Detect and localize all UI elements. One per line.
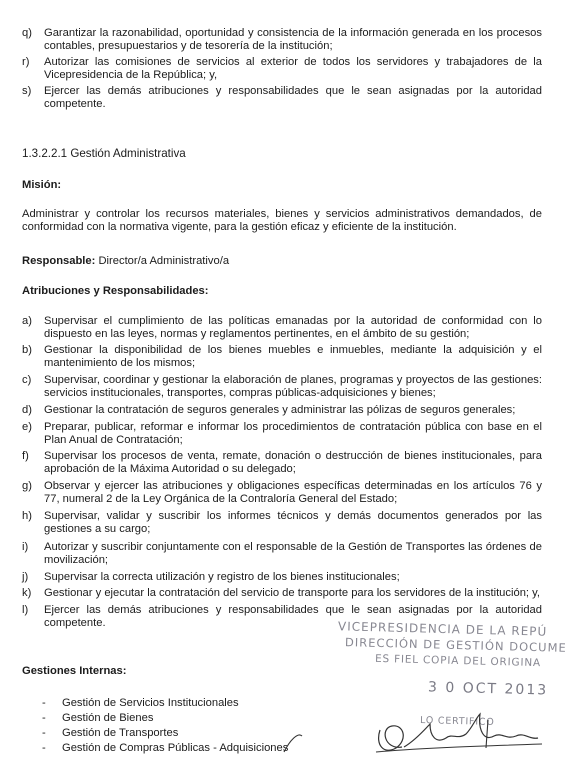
list-item — [22, 510, 542, 537]
list-item — [42, 742, 288, 755]
list-item — [42, 727, 178, 740]
list-item — [42, 697, 239, 710]
list-item-text: Ejercer las demás atribuciones y responsabilidades que le sean asignadas por la autoridad competente. — [44, 85, 542, 111]
bullet-dash: - — [42, 712, 46, 724]
list-item — [22, 344, 542, 371]
bullet-dash: - — [42, 727, 46, 739]
list-item-letter: k) — [22, 587, 32, 599]
list-item-text: Gestionar y ejecutar la contratación del servicio de transporte para los servidores de la institución; y, — [44, 587, 541, 599]
list-item-text: Gestión de Transportes — [62, 727, 179, 739]
bullet-dash: - — [42, 742, 46, 754]
list-item-letter: f) — [22, 450, 29, 462]
list-item-text: Preparar, publicar, reformar e informar los procedimientos de contratación pública con base en el Plan Anual de Contratación; — [44, 421, 542, 447]
list-item-letter: j) — [22, 571, 29, 583]
list-item-letter: g) — [22, 480, 32, 492]
stamp-line-2: DIRECCIÓN DE GESTIÓN DOCUME — [344, 635, 567, 655]
list-item-letter: r) — [22, 56, 30, 68]
list-item — [22, 56, 542, 83]
list-item — [22, 571, 542, 584]
stamp-line-1: VICEPRESIDENCIA DE LA REPÚ — [337, 619, 548, 639]
list-item-letter: q) — [22, 27, 32, 39]
list-item-letter: c) — [22, 374, 32, 386]
list-item — [22, 374, 542, 401]
list-item-text: Observar y ejercer las atribuciones y obligaciones específicas determinadas en los artículos 76 y 77, numeral 2 de la Ley Orgánica de la Contraloría General del Estado; — [44, 480, 542, 506]
list-item-letter: a) — [22, 315, 32, 327]
list-item-text: Supervisar, coordinar y gestionar la elaboración de planes, programas y proyectos de las gestiones: servicios institucionales, transportes, compras públicas-adquisiciones y bienes; — [44, 374, 542, 400]
list-item-letter: d) — [22, 404, 32, 416]
list-item-text: Gestión de Compras Públicas - Adquisiciones — [62, 742, 289, 754]
list-item-letter: e) — [22, 421, 32, 433]
list-item — [22, 27, 542, 54]
mision-text: Administrar y controlar los recursos materiales, bienes y servicios administrativos demandados, de conformidad con la normativa vigente, para la gestión eficaz y eficiente de la institución. — [22, 208, 542, 234]
list-item-text: Supervisar el cumplimiento de las políticas emanadas por la autoridad de conformidad con lo dispuesto en las leyes, normas y reglamentos pertinentes, en el ámbito de su gestión; — [44, 315, 542, 341]
list-item-letter: b) — [22, 344, 32, 356]
list-item-text: Gestión de Servicios Institucionales — [62, 697, 239, 709]
mision-label: Misión: — [22, 179, 62, 191]
responsable-label: Responsable: — [22, 255, 96, 267]
list-item-text: Supervisar los procesos de venta, remate, donación o destrucción de bienes institucionales, para aprobación de la Máxima Autoridad o su delegado; — [44, 450, 542, 476]
list-item-letter: l) — [22, 604, 29, 616]
list-item — [22, 404, 542, 417]
list-item — [22, 85, 542, 112]
list-item-letter: s) — [22, 85, 32, 97]
list-item — [22, 541, 542, 568]
list-item-text: Garantizar la razonabilidad, oportunidad y consistencia de la información generada en los procesos contables, presupuestarios y de tesorería de la institución; — [44, 27, 542, 53]
gestiones-label: Gestiones Internas: — [22, 665, 127, 677]
stamp-certifico: LO CERTIFICO — [419, 715, 495, 728]
stamp-date: 3 0 OCT 2013 — [427, 679, 549, 699]
section-title: 1.3.2.2.1 Gestión Administrativa — [22, 147, 186, 160]
list-item-text: Supervisar la correcta utilización y registro de los bienes institucionales; — [44, 571, 400, 583]
list-item — [22, 480, 542, 507]
list-item — [22, 315, 542, 342]
bullet-dash: - — [42, 697, 46, 709]
list-item-letter: h) — [22, 510, 32, 522]
list-item-text: Gestión de Bienes — [62, 712, 154, 724]
list-item-letter: i) — [22, 541, 29, 553]
stamp-line-3: ES FIEL COPIA DEL ORIGINA — [374, 652, 542, 670]
list-item — [22, 421, 542, 448]
signature-scribble — [280, 700, 567, 759]
list-item-text: Ejercer las demás atribuciones y responsabilidades que le sean asignadas por la autoridad competente. — [44, 604, 542, 630]
list-item-text: Supervisar, validar y suscribir los informes técnicos y demás documentos generados por las gestiones a su cargo; — [44, 510, 542, 536]
responsable-line — [22, 255, 229, 268]
list-item — [42, 712, 153, 725]
list-item — [22, 450, 542, 477]
list-item-text: Autorizar las comisiones de servicios al exterior de todos los servidores y trabajadores de la Vicepresidencia de la República; y, — [44, 56, 542, 82]
list-item-text: Gestionar la disponibilidad de los bienes muebles e inmuebles, mediante la adquisición y el mantenimiento de los mismos; — [44, 344, 542, 370]
atribuciones-label: Atribuciones y Responsabilidades: — [22, 285, 209, 297]
responsable-value: Director/a Administrativo/a — [98, 255, 230, 267]
list-item-text: Gestionar la contratación de seguros generales y administrar las pólizas de seguros generales; — [44, 404, 516, 416]
list-item-text: Autorizar y suscribir conjuntamente con el responsable de la Gestión de Transportes las órdenes de movilización; — [44, 541, 542, 567]
list-item — [22, 587, 542, 600]
